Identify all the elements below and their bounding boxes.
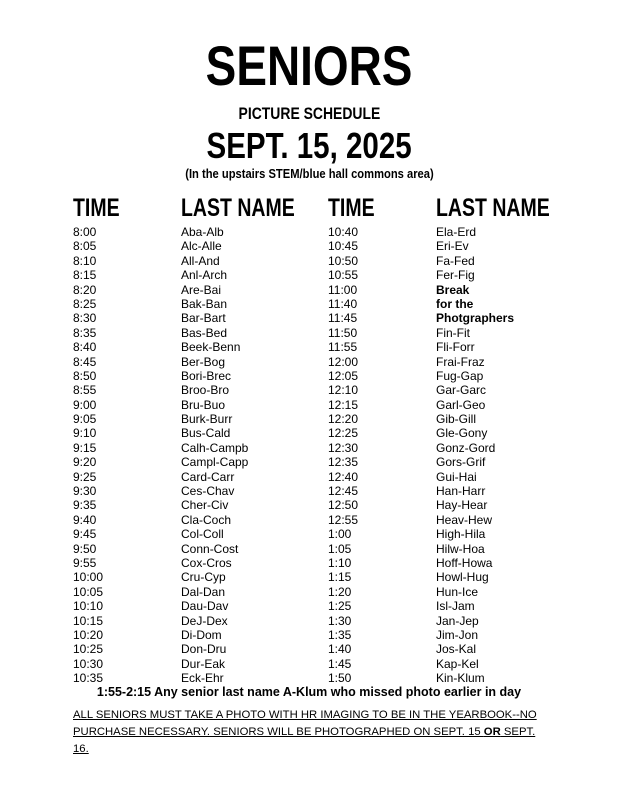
- time-slot: 9:40: [73, 512, 97, 527]
- last-name-range: Gonz-Gord: [436, 440, 496, 455]
- time-slot: 9:05: [73, 412, 97, 427]
- time-slot: 10:50: [328, 253, 359, 268]
- last-name-range: Break: [436, 282, 470, 297]
- time-slot: 10:30: [73, 656, 104, 671]
- last-name-range: Campl-Capp: [181, 455, 249, 470]
- last-name-range: Han-Harr: [436, 484, 486, 499]
- time-slot: 8:45: [73, 354, 97, 369]
- header-time-right: TIME: [328, 194, 375, 222]
- time-slot: 1:40: [328, 642, 352, 657]
- last-name-range: Anl-Arch: [181, 268, 228, 283]
- last-name-range: Don-Dru: [181, 642, 227, 657]
- time-column-right: [328, 225, 358, 686]
- notice-text: ALL SENIORS MUST TAKE A PHOTO WITH HR IMAGING TO BE IN THE YEARBOOK--NO PURCHASE NECESSARY. SENIORS WILL BE PHOTOGRAPHED ON SEPT. 15: [73, 709, 537, 738]
- last-name-range: Garl-Geo: [436, 397, 486, 412]
- time-slot: 11:50: [328, 325, 358, 340]
- time-slot: 8:20: [73, 282, 97, 297]
- last-name-range: Jim-Jon: [436, 627, 479, 642]
- time-slot: 8:00: [73, 225, 97, 239]
- time-slot: 11:00: [328, 282, 358, 297]
- time-slot: 8:10: [73, 253, 97, 268]
- page-title: [0, 36, 618, 96]
- time-slot: 12:00: [328, 354, 359, 369]
- last-name-range: Fer-Fig: [436, 268, 475, 283]
- header-time-left: TIME: [73, 194, 120, 222]
- time-slot: 10:35: [73, 671, 104, 686]
- last-name-range: DeJ-Dex: [181, 613, 228, 628]
- time-slot: 12:15: [328, 397, 359, 412]
- last-name-range: Fli-Forr: [436, 340, 475, 355]
- time-slot: 1:20: [328, 584, 352, 599]
- time-slot: 9:55: [73, 555, 97, 570]
- last-name-range: Gle-Gony: [436, 426, 488, 441]
- last-name-range: Isl-Jam: [436, 599, 475, 614]
- last-name-range: Cru-Cyp: [181, 570, 226, 585]
- time-slot: 12:20: [328, 412, 359, 427]
- last-name-range: Hoff-Howa: [436, 555, 493, 570]
- last-name-range: Card-Carr: [181, 469, 235, 484]
- time-slot: 12:25: [328, 426, 359, 441]
- last-name-range: Cox-Cros: [181, 555, 232, 570]
- last-name-range: Ela-Erd: [436, 225, 477, 239]
- last-name-range: Dur-Eak: [181, 656, 226, 671]
- time-slot: 12:55: [328, 512, 359, 527]
- last-name-range: Ber-Bog: [181, 354, 226, 369]
- location-note: [0, 166, 618, 182]
- last-name-range: Hun-Ice: [436, 584, 479, 599]
- title-text: SENIORS: [205, 34, 413, 97]
- time-slot: 1:10: [328, 555, 352, 570]
- time-slot: 10:15: [73, 613, 104, 628]
- time-slot: 8:50: [73, 368, 97, 383]
- time-slot: 9:00: [73, 397, 97, 412]
- time-slot: 11:40: [328, 296, 358, 311]
- date-text: SEPT. 15, 2025: [206, 125, 412, 166]
- time-slot: 8:55: [73, 383, 97, 398]
- time-slot: 10:20: [73, 627, 104, 642]
- time-slot: 10:45: [328, 239, 359, 254]
- last-name-range: Hay-Hear: [436, 498, 488, 513]
- last-name-range: for the: [436, 296, 474, 311]
- last-name-range: Calh-Campb: [181, 440, 249, 455]
- time-slot: 8:35: [73, 325, 97, 340]
- last-name-range: Bak-Ban: [181, 296, 228, 311]
- last-name-range: Gib-Gill: [436, 412, 477, 427]
- last-name-range: Eri-Ev: [436, 239, 469, 254]
- last-name-range: High-Hila: [436, 527, 486, 542]
- time-slot: 1:50: [328, 671, 352, 686]
- last-name-range: Eck-Ehr: [181, 671, 224, 686]
- last-name-range: Di-Dom: [181, 627, 222, 642]
- time-slot: 9:30: [73, 484, 97, 499]
- time-column-left: [73, 225, 103, 686]
- makeup-session-note: 1:55-2:15 Any senior last name A-Klum who missed photo earlier in day: [96, 685, 522, 699]
- last-name-range: Hilw-Hoa: [436, 541, 485, 556]
- last-name-range: Alc-Alle: [181, 239, 222, 254]
- time-slot: 1:25: [328, 599, 352, 614]
- time-slot: 9:45: [73, 527, 97, 542]
- last-name-range: Aba-Alb: [181, 225, 224, 239]
- time-slot: 10:05: [73, 584, 104, 599]
- location-text: (In the upstairs STEM/blue hall commons area): [184, 166, 434, 181]
- last-name-range: Fin-Fit: [436, 325, 470, 340]
- time-slot: 10:40: [328, 225, 359, 239]
- schedule-date: [0, 126, 618, 166]
- last-name-range: Conn-Cost: [181, 541, 239, 556]
- header-last-name-right: LAST NAME: [436, 194, 550, 222]
- last-name-range: All-And: [181, 253, 220, 268]
- last-name-range: Bori-Brec: [181, 368, 232, 383]
- time-slot: 10:55: [328, 268, 359, 283]
- time-slot: 9:35: [73, 498, 97, 513]
- last-name-range: Dau-Dav: [181, 599, 229, 614]
- last-name-range: Gors-Grif: [436, 455, 486, 470]
- time-slot: 12:50: [328, 498, 359, 513]
- time-slot: 8:30: [73, 311, 97, 326]
- subtitle: [0, 104, 618, 124]
- time-slot: 1:45: [328, 656, 352, 671]
- time-slot: 8:05: [73, 239, 97, 254]
- time-slot: 1:35: [328, 627, 352, 642]
- last-name-column-left: [181, 225, 248, 686]
- last-name-range: Bar-Bart: [181, 311, 226, 326]
- last-name-range: Gar-Garc: [436, 383, 487, 398]
- notice-or: OR: [483, 726, 501, 738]
- last-name-range: Howl-Hug: [436, 570, 489, 585]
- last-name-range: Broo-Bro: [181, 383, 230, 398]
- time-slot: 12:45: [328, 484, 359, 499]
- time-slot: 10:10: [73, 599, 104, 614]
- last-name-range: Kin-Klum: [436, 671, 485, 686]
- time-slot: 9:20: [73, 455, 97, 470]
- time-slot: 10:00: [73, 570, 104, 585]
- time-slot: 12:05: [328, 368, 359, 383]
- time-slot: 9:15: [73, 440, 97, 455]
- last-name-range: Cla-Coch: [181, 512, 232, 527]
- time-slot: 9:10: [73, 426, 97, 441]
- last-name-range: Burk-Burr: [181, 412, 233, 427]
- time-slot: 1:05: [328, 541, 352, 556]
- last-name-range: Cher-Civ: [181, 498, 229, 513]
- time-slot: 11:45: [328, 311, 358, 326]
- time-slot: 8:40: [73, 340, 97, 355]
- time-slot: 12:10: [328, 383, 359, 398]
- time-slot: 1:30: [328, 613, 352, 628]
- last-name-column-right: [436, 225, 514, 686]
- last-name-range: Photgraphers: [436, 311, 515, 326]
- time-slot: 12:35: [328, 455, 359, 470]
- last-name-range: Gui-Hai: [436, 469, 477, 484]
- last-name-range: Bru-Buo: [181, 397, 226, 412]
- subtitle-text: PICTURE SCHEDULE: [238, 104, 380, 123]
- time-slot: 8:25: [73, 296, 97, 311]
- time-slot: 9:25: [73, 469, 97, 484]
- header-last-name-left: LAST NAME: [181, 194, 295, 222]
- time-slot: 10:25: [73, 642, 104, 657]
- last-name-range: Bas-Bed: [181, 325, 228, 340]
- last-name-range: Frai-Fraz: [436, 354, 485, 369]
- yearbook-notice: [73, 707, 553, 758]
- last-name-range: Fa-Fed: [436, 253, 475, 268]
- last-name-range: Bus-Cald: [181, 426, 231, 441]
- last-name-range: Heav-Hew: [436, 512, 493, 527]
- time-slot: 12:40: [328, 469, 359, 484]
- last-name-range: Jos-Kal: [436, 642, 477, 657]
- last-name-range: Col-Coll: [181, 527, 224, 542]
- last-name-range: Dal-Dan: [181, 584, 226, 599]
- time-slot: 1:00: [328, 527, 352, 542]
- last-name-range: Jan-Jep: [436, 613, 479, 628]
- time-slot: 11:55: [328, 340, 358, 355]
- time-slot: 1:15: [328, 570, 352, 585]
- last-name-range: Fug-Gap: [436, 368, 484, 383]
- last-name-range: Are-Bai: [181, 282, 222, 297]
- last-name-range: Ces-Chav: [181, 484, 235, 499]
- time-slot: 8:15: [73, 268, 97, 283]
- last-name-range: Kap-Kel: [436, 656, 479, 671]
- time-slot: 12:30: [328, 440, 359, 455]
- notice-text-end: SEPT. 16.: [73, 726, 536, 755]
- time-slot: 9:50: [73, 541, 97, 556]
- last-name-range: Beek-Benn: [181, 340, 241, 355]
